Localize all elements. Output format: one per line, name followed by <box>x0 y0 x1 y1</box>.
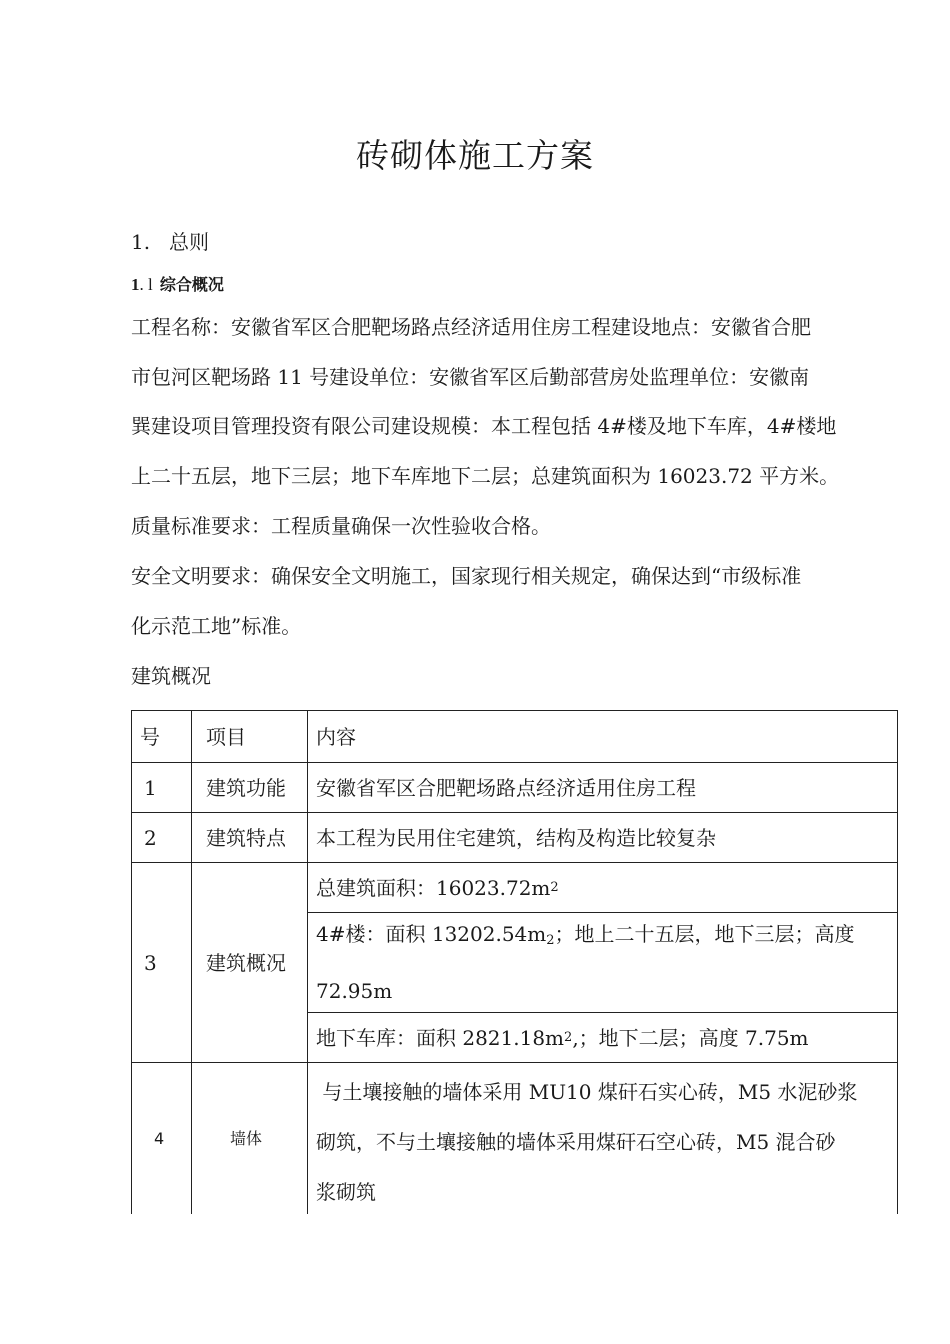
table-header-content: 内容 <box>308 711 898 763</box>
project-paragraph-line-4: 上二十五层，地下三层；地下车库地下二层；总建筑面积为 16023.72 平方米。 <box>131 464 840 488</box>
project-paragraph-line-2: 市包河区靶场路 11 号建设单位：安徽省军区后勤部营房处监理单位：安徽南 <box>131 365 810 389</box>
building-4-area-unit-sub: 2 <box>546 933 555 948</box>
table-row-3-total-area <box>308 863 898 913</box>
safety-paragraph-line-1: 安全文明要求：确保安全文明施工，国家现行相关规定，确保达到“市级标准 <box>131 564 802 588</box>
table-row-2-item: 建筑特点 <box>192 813 308 863</box>
table-row-3-building-4 <box>308 913 898 1013</box>
table-row-4-item: 墙体 <box>192 1063 308 1214</box>
garage-floors-text: ,；地下二层；高度 7.75m <box>572 1025 809 1050</box>
building-4-area-text: 4#楼：面积 13202.54m <box>316 922 547 946</box>
table-row-3-no: 3 <box>132 863 192 1063</box>
table-header-no: 号 <box>132 711 192 763</box>
table-row-1-content: 安徽省军区合肥靶场路点经济适用住房工程 <box>308 763 898 813</box>
section-1-1-number-b: . l <box>139 275 153 294</box>
building-4-floors-text: ；地上二十五层，地下三层；高度 <box>554 922 855 946</box>
table-row-2-content: 本工程为民用住宅建筑，结构及构造比较复杂 <box>308 813 898 863</box>
safety-paragraph-line-2: 化示范工地”标准。 <box>131 614 302 638</box>
section-1-number: 1. <box>131 230 151 254</box>
table-row-4-no: 4 <box>132 1063 192 1214</box>
project-paragraph-line-3: 巽建设项目管理投资有限公司建设规模：本工程包括 4#楼及地下车库，4#楼地 <box>131 414 837 438</box>
section-1-1-number-a: 1 <box>131 275 140 294</box>
table-row-1-item: 建筑功能 <box>192 763 308 813</box>
wall-content-line-3: 浆砌筑 <box>316 1180 376 1204</box>
building-4-height: 72.95m <box>316 979 393 1003</box>
total-area-text: 总建筑面积：16023.72m <box>316 875 551 900</box>
wall-content-line-2: 砌筑，不与土壤接触的墙体采用煤矸石空心砖，M5 混合砂 <box>316 1130 836 1154</box>
table-row-1-no: 1 <box>132 763 192 813</box>
section-1-1-heading <box>131 272 224 298</box>
table-row-3-item: 建筑概况 <box>192 863 308 1063</box>
total-area-unit-sub: 2 <box>550 879 559 895</box>
wall-content-line-1: 与土壤接触的墙体采用 MU10 煤矸石实心砖，M5 水泥砂浆 <box>316 1080 858 1104</box>
quality-requirement: 质量标准要求：工程质量确保一次性验收合格。 <box>131 514 551 538</box>
table-row-4-content <box>308 1063 898 1214</box>
table-row-2-no: 2 <box>132 813 192 863</box>
section-1-title: 总则 <box>169 230 209 254</box>
table-row-3-garage <box>308 1013 898 1063</box>
table-header-item: 项目 <box>192 711 308 763</box>
project-paragraph-line-1: 工程名称：安徽省军区合肥靶场路点经济适用住房工程建设地点：安徽省合肥 <box>131 315 811 339</box>
garage-area-unit-sub: 2 <box>564 1029 573 1045</box>
building-overview-table <box>131 710 898 1214</box>
section-1-heading <box>131 227 209 257</box>
garage-area-text: 地下车库：面积 2821.18m <box>316 1025 565 1050</box>
building-overview-heading: 建筑概况 <box>131 664 211 688</box>
section-1-1-title: 综合概况 <box>159 275 224 294</box>
document-title: 砖砌体施工方案 <box>356 136 594 175</box>
